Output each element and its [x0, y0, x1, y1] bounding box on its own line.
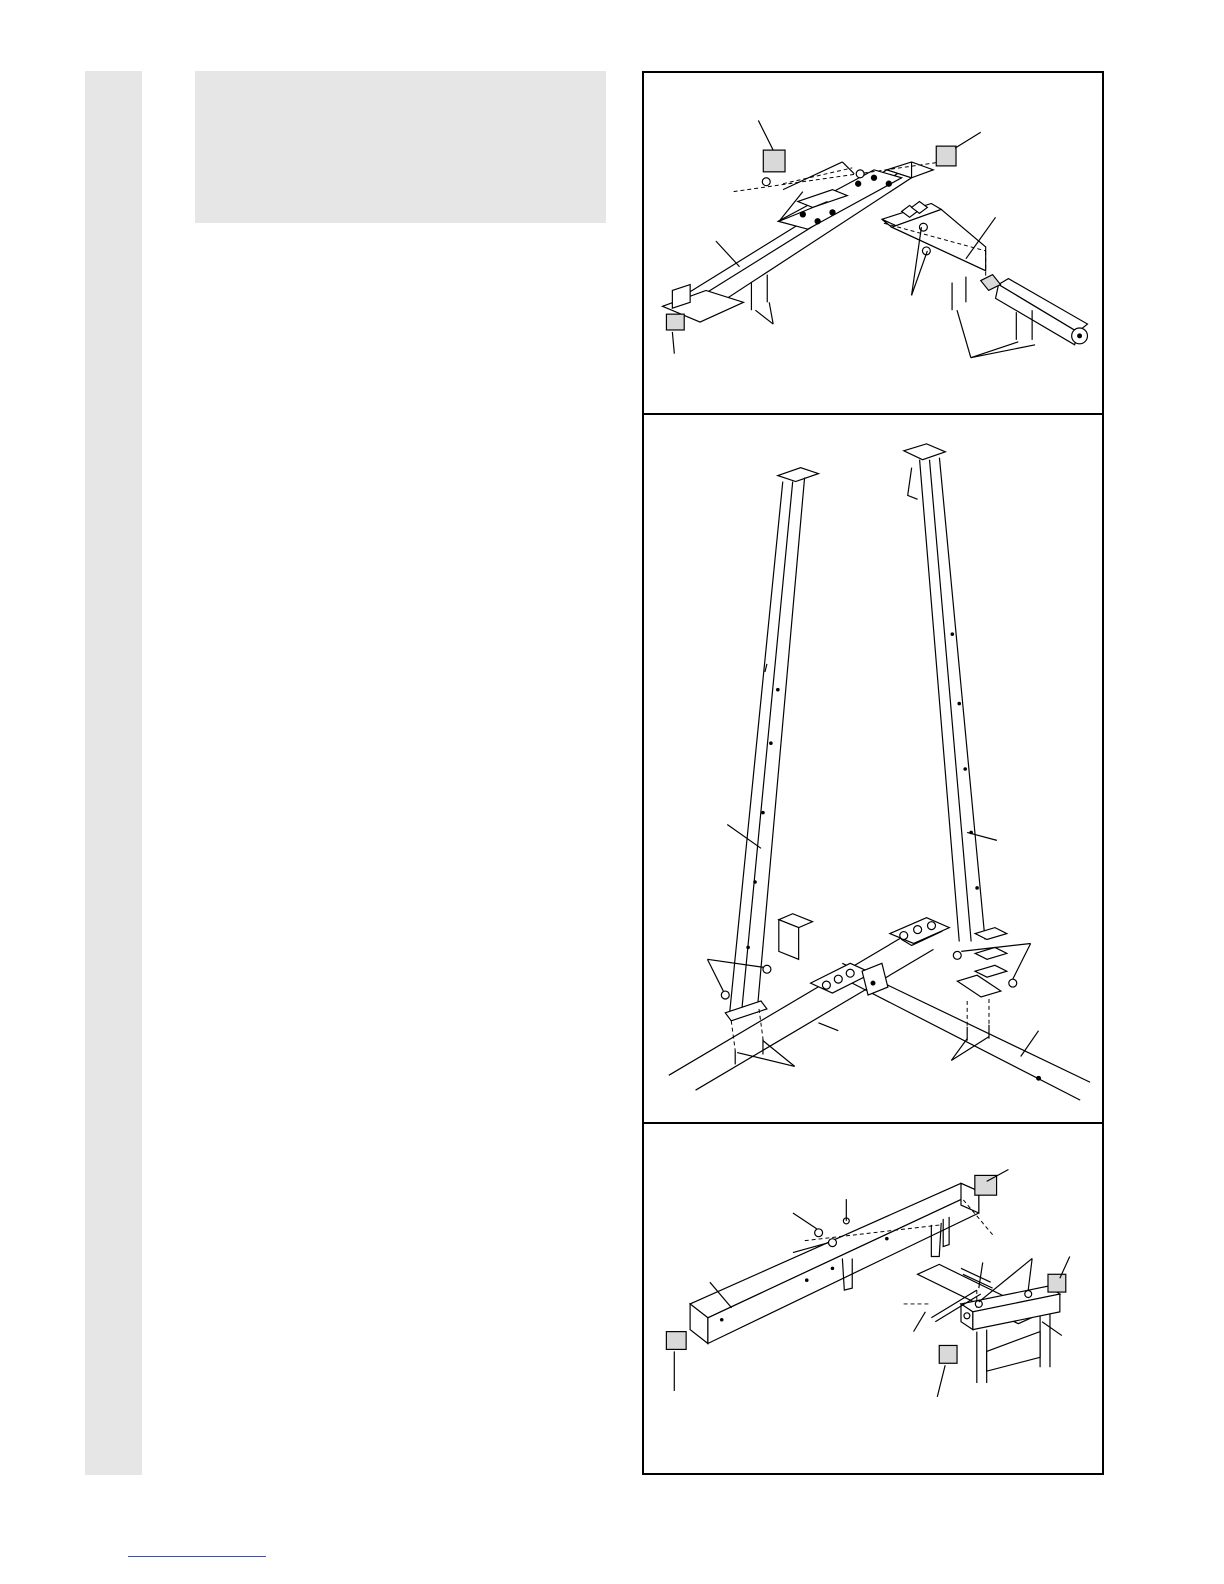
right-upright [904, 444, 985, 942]
leg-assembly [917, 1264, 1059, 1383]
end-tube-roller [996, 279, 1088, 345]
figure-1-drawing [644, 73, 1102, 413]
left-bracket [721, 965, 771, 1064]
figure-2-drawing [644, 415, 1102, 1122]
footer-link-underline[interactable] [128, 1556, 266, 1557]
figure-3-drawing [644, 1124, 1102, 1473]
left-margin-band [85, 71, 142, 1475]
assembly-figure-3 [642, 1122, 1104, 1475]
cross-tube [882, 201, 986, 270]
assembly-figure-2 [642, 413, 1104, 1124]
front-crossbar [690, 1183, 979, 1343]
callout-leaders-1 [672, 120, 1035, 357]
right-bracket [953, 928, 1016, 1041]
header-shaded-box [195, 71, 606, 223]
assembly-figure-1 [642, 71, 1104, 415]
left-upright [729, 468, 818, 1017]
base-tube-diagonal [684, 162, 933, 308]
base-frame [669, 914, 1090, 1100]
